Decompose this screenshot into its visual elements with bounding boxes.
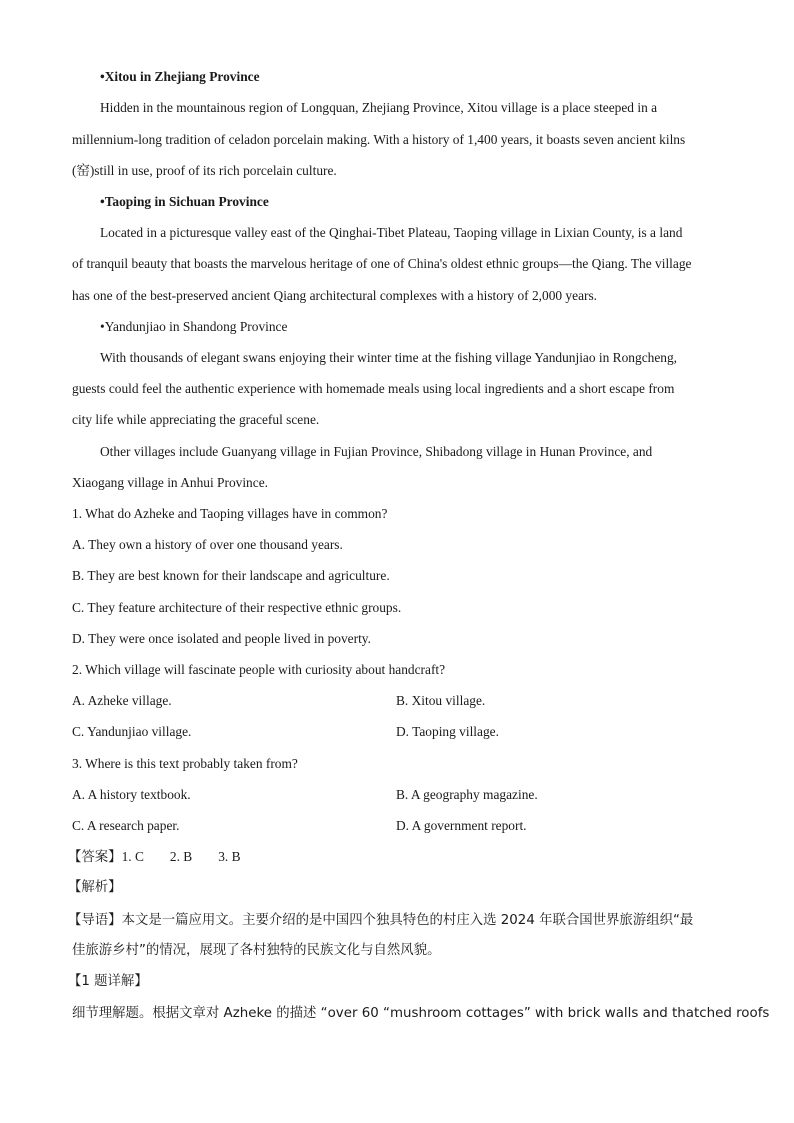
q1-detail-line: 细节理解题。根据文章对 Azheke 的描述 “over 60 “mushroom cottages” with brick walls and thatched roofs bbox=[72, 1006, 770, 1021]
question-2-option-a: A. Azheke village. bbox=[72, 693, 172, 708]
guide-line-1 bbox=[68, 904, 693, 936]
question-1-option-a: A. They own a history of over one thousand years. bbox=[72, 537, 343, 552]
question-1-stem: 1. What do Azheke and Taoping villages have in common? bbox=[72, 506, 388, 521]
guide-line-2: 佳旅游乡村”的情况，展现了各村独特的民族文化与自然风貌。 bbox=[72, 943, 441, 958]
taoping-line-1: Located in a picturesque valley east of the Qinghai-Tibet Plateau, Taoping village in Lixian County, is a land bbox=[100, 225, 683, 240]
question-1-option-b: B. They are best known for their landscape and agriculture. bbox=[72, 568, 390, 583]
yandunjiao-line-1: With thousands of elegant swans enjoying their winter time at the fishing village Yandunjiao in Rongcheng, bbox=[100, 350, 678, 365]
xitou-line-1: Hidden in the mountainous region of Longquan, Zhejiang Province, Xitou village is a place steeped in a bbox=[100, 100, 658, 115]
question-2-option-c: C. Yandunjiao village. bbox=[72, 724, 192, 739]
answer-item-2: 2. B bbox=[169, 849, 193, 864]
guide-text-1: 本文是一篇应用文。主要介绍的是中国四个独具特色的村庄入选 2024 年联合国世界旅游组织“最 bbox=[121, 913, 694, 928]
xitou-line-3: (窑)still in use, proof of its rich porcelain culture. bbox=[72, 163, 337, 178]
guide-label: 【导语】 bbox=[68, 913, 122, 928]
yandunjiao-line-3: city life while appreciating the graceful scene. bbox=[72, 412, 320, 427]
xitou-heading: •Xitou in Zhejiang Province bbox=[100, 69, 260, 84]
question-3-option-c: C. A research paper. bbox=[72, 818, 180, 833]
taoping-heading: •Taoping in Sichuan Province bbox=[100, 194, 269, 209]
question-2-option-b: B. Xitou village. bbox=[396, 693, 486, 708]
question-3-option-a: A. A history textbook. bbox=[72, 787, 191, 802]
q1-detail-label: 【1 题详解】 bbox=[68, 974, 148, 989]
xitou-line-2: millennium-long tradition of celadon porcelain making. With a history of 1,400 years, it boasts seven ancient kilns bbox=[72, 132, 686, 147]
question-3-option-d: D. A government report. bbox=[396, 818, 527, 833]
other-villages-line-2: Xiaogang village in Anhui Province. bbox=[72, 475, 268, 490]
answer-item-3: 3. B bbox=[218, 849, 241, 864]
taoping-line-2: of tranquil beauty that boasts the marvelous heritage of one of China's oldest ethnic groups—the Qiang. The village bbox=[72, 256, 692, 271]
analysis-label: 【解析】 bbox=[68, 880, 122, 895]
question-2-option-d: D. Taoping village. bbox=[396, 724, 499, 739]
answer-line bbox=[68, 841, 241, 873]
answer-item-1: 1. C bbox=[121, 849, 144, 864]
question-1-option-d: D. They were once isolated and people lived in poverty. bbox=[72, 631, 371, 646]
taoping-line-3: has one of the best-preserved ancient Qiang architectural complexes with a history of 2,000 years. bbox=[72, 288, 598, 303]
question-1-option-c: C. They feature architecture of their respective ethnic groups. bbox=[72, 600, 402, 615]
yandunjiao-line-2: guests could feel the authentic experience with homemade meals using local ingredients and a short escape from bbox=[72, 381, 675, 396]
question-3-option-b: B. A geography magazine. bbox=[396, 787, 538, 802]
question-3-stem: 3. Where is this text probably taken from? bbox=[72, 756, 298, 771]
other-villages-line-1: Other villages include Guanyang village in Fujian Province, Shibadong village in Hunan Province, and bbox=[100, 444, 653, 459]
question-2-stem: 2. Which village will fascinate people with curiosity about handcraft? bbox=[72, 662, 446, 677]
yandunjiao-heading: •Yandunjiao in Shandong Province bbox=[100, 319, 288, 334]
answer-label: 【答案】 bbox=[68, 850, 122, 865]
